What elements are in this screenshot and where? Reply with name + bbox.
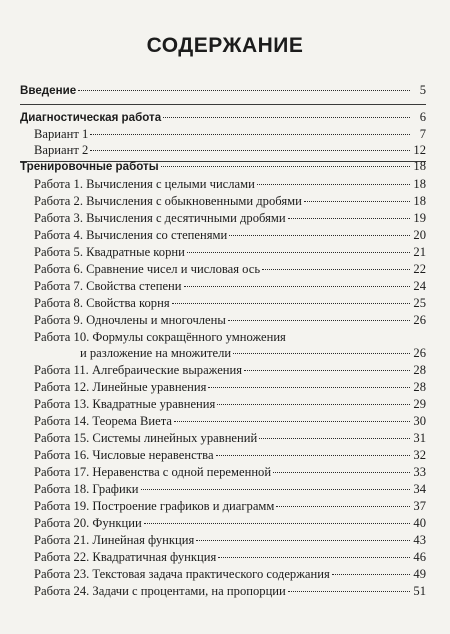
- toc-item[interactable]: [20, 430, 426, 446]
- dot-leader: [228, 320, 410, 321]
- toc-label: Работа 10. Формулы сокращённого умножения: [34, 330, 286, 344]
- toc-item[interactable]: [20, 566, 426, 582]
- toc-label: Диагностическая работа: [20, 111, 162, 124]
- toc-label: Вариант 2: [34, 143, 89, 157]
- dot-leader: [90, 134, 410, 135]
- toc-label: Работа 2. Вычисления с обыкновенными дробями: [34, 194, 302, 208]
- toc-label: Работа 15. Системы линейных уравнений: [34, 431, 258, 445]
- dot-leader: [332, 574, 410, 575]
- toc-item[interactable]: [20, 295, 426, 311]
- toc-item[interactable]: [20, 227, 426, 243]
- dot-leader: [276, 506, 410, 507]
- toc-page-number: 19: [413, 211, 426, 225]
- toc-item[interactable]: [20, 379, 426, 395]
- toc-item[interactable]: [20, 447, 426, 463]
- toc-item[interactable]: [20, 413, 426, 429]
- divider: [20, 104, 426, 105]
- toc-page-number: 28: [413, 363, 426, 377]
- toc-label: Вариант 1: [34, 127, 89, 141]
- dot-leader: [163, 117, 410, 118]
- dot-leader: [216, 455, 410, 456]
- toc-label: Работа 13. Квадратные уравнения: [34, 397, 216, 411]
- toc-page-number: 28: [413, 380, 426, 394]
- toc-item[interactable]: [20, 549, 426, 565]
- dot-leader: [218, 557, 410, 558]
- toc-item[interactable]: [20, 583, 426, 599]
- toc-page-number: 24: [413, 279, 426, 293]
- toc-label: Работа 21. Линейная функция: [34, 533, 195, 547]
- dot-leader: [288, 218, 410, 219]
- toc-label: Работа 19. Построение графиков и диаграмм: [34, 499, 275, 513]
- toc-label: Работа 4. Вычисления со степенями: [34, 228, 228, 242]
- toc-item[interactable]: [20, 142, 426, 158]
- toc-label: Работа 24. Задачи с процентами, на пропорции: [34, 584, 286, 598]
- toc-page-number: 20: [413, 228, 426, 242]
- dot-leader: [229, 235, 410, 236]
- page-title: СОДЕРЖАНИЕ: [146, 34, 304, 57]
- dot-leader: [184, 286, 410, 287]
- toc-item[interactable]: [20, 464, 426, 480]
- toc-item[interactable]: [20, 498, 426, 514]
- toc-page-number: 12: [413, 143, 426, 157]
- dot-leader: [244, 370, 410, 371]
- dot-leader: [262, 269, 410, 270]
- toc-label: Работа 12. Линейные уравнения: [34, 380, 207, 394]
- toc-label: Работа 8. Свойства корня: [34, 296, 170, 310]
- dot-leader: [288, 591, 410, 592]
- toc-page-number: 51: [413, 584, 426, 598]
- toc-label: Работа 5. Квадратные корни: [34, 245, 185, 259]
- toc-item[interactable]: [20, 362, 426, 378]
- dot-leader: [233, 353, 410, 354]
- toc-item[interactable]: [20, 481, 426, 497]
- toc-page-number: 21: [413, 245, 426, 259]
- toc-section-training[interactable]: [20, 158, 426, 175]
- dot-leader: [196, 540, 410, 541]
- toc-label: Работа 23. Текстовая задача практического содержания: [34, 567, 330, 581]
- toc-item[interactable]: [20, 396, 426, 412]
- dot-leader: [259, 438, 410, 439]
- dot-leader: [304, 201, 410, 202]
- toc-page-number: 18: [413, 159, 426, 173]
- dot-leader: [208, 387, 410, 388]
- toc-page-number: 49: [413, 567, 426, 581]
- toc-page-number: 30: [413, 414, 426, 428]
- toc-page-number: 18: [413, 194, 426, 208]
- toc-label: Работа 18. Графики: [34, 482, 139, 496]
- toc-label: Работа 22. Квадратичная функция: [34, 550, 217, 564]
- toc-item[interactable]: [20, 278, 426, 294]
- dot-leader: [273, 472, 410, 473]
- toc-item[interactable]: [20, 126, 426, 142]
- toc-label: Работа 7. Свойства степени: [34, 279, 182, 293]
- toc-item[interactable]: [20, 176, 426, 192]
- toc-label: Работа 6. Сравнение чисел и числовая ось: [34, 262, 261, 276]
- toc-label: Работа 17. Неравенства с одной переменной: [34, 465, 272, 479]
- toc-label: Работа 14. Теорема Виета: [34, 414, 173, 428]
- toc-section-intro[interactable]: [20, 82, 426, 99]
- dot-leader: [141, 489, 410, 490]
- toc-label: Работа 11. Алгебраические выражения: [34, 363, 243, 377]
- toc-label: Работа 1. Вычисления с целыми числами: [34, 177, 255, 191]
- toc-item[interactable]: [20, 312, 426, 328]
- toc-label: Работа 16. Числовые неравенства: [34, 448, 214, 462]
- toc-label: Работа 20. Функции: [34, 516, 142, 530]
- toc-page-number: 33: [413, 465, 426, 479]
- toc-item[interactable]: [34, 329, 426, 361]
- toc-label: Работа 3. Вычисления с десятичными дробями: [34, 211, 286, 225]
- toc-label: Работа 9. Одночлены и многочлены: [34, 313, 226, 327]
- toc-section-diagnostic[interactable]: [20, 109, 426, 126]
- dot-leader: [217, 404, 410, 405]
- toc-page-number: 26: [413, 346, 426, 360]
- toc-page-number: 37: [413, 499, 426, 513]
- toc-item[interactable]: [20, 532, 426, 548]
- dot-leader: [78, 90, 410, 91]
- toc-page-number: 22: [413, 262, 426, 276]
- toc-page-number: 34: [413, 482, 426, 496]
- toc-page-number: 7: [419, 127, 426, 141]
- toc-page-number: 29: [413, 397, 426, 411]
- dot-leader: [172, 303, 410, 304]
- toc-item[interactable]: [20, 515, 426, 531]
- toc-page-number: 32: [413, 448, 426, 462]
- toc-label-continued: и разложение на множители: [80, 346, 232, 360]
- toc-page-number: 46: [413, 550, 426, 564]
- toc-page-number: 43: [413, 533, 426, 547]
- dot-leader: [187, 252, 410, 253]
- dot-leader: [257, 184, 410, 185]
- toc-label: Тренировочные работы: [20, 160, 159, 173]
- toc-item[interactable]: [20, 261, 426, 277]
- toc-page-number: 25: [413, 296, 426, 310]
- toc-page-number: 6: [419, 110, 426, 124]
- toc-item[interactable]: [20, 193, 426, 209]
- dot-leader: [144, 523, 410, 524]
- toc-page-number: 31: [413, 431, 426, 445]
- toc-item[interactable]: [20, 210, 426, 226]
- toc-page-number: 18: [413, 177, 426, 191]
- dot-leader: [90, 150, 410, 151]
- toc-label: Введение: [20, 84, 77, 97]
- toc-page-number: 26: [413, 313, 426, 327]
- dot-leader: [161, 166, 410, 167]
- toc-item[interactable]: [20, 244, 426, 260]
- toc-page-number: 40: [413, 516, 426, 530]
- toc-page-number: 5: [419, 83, 426, 97]
- dot-leader: [174, 421, 410, 422]
